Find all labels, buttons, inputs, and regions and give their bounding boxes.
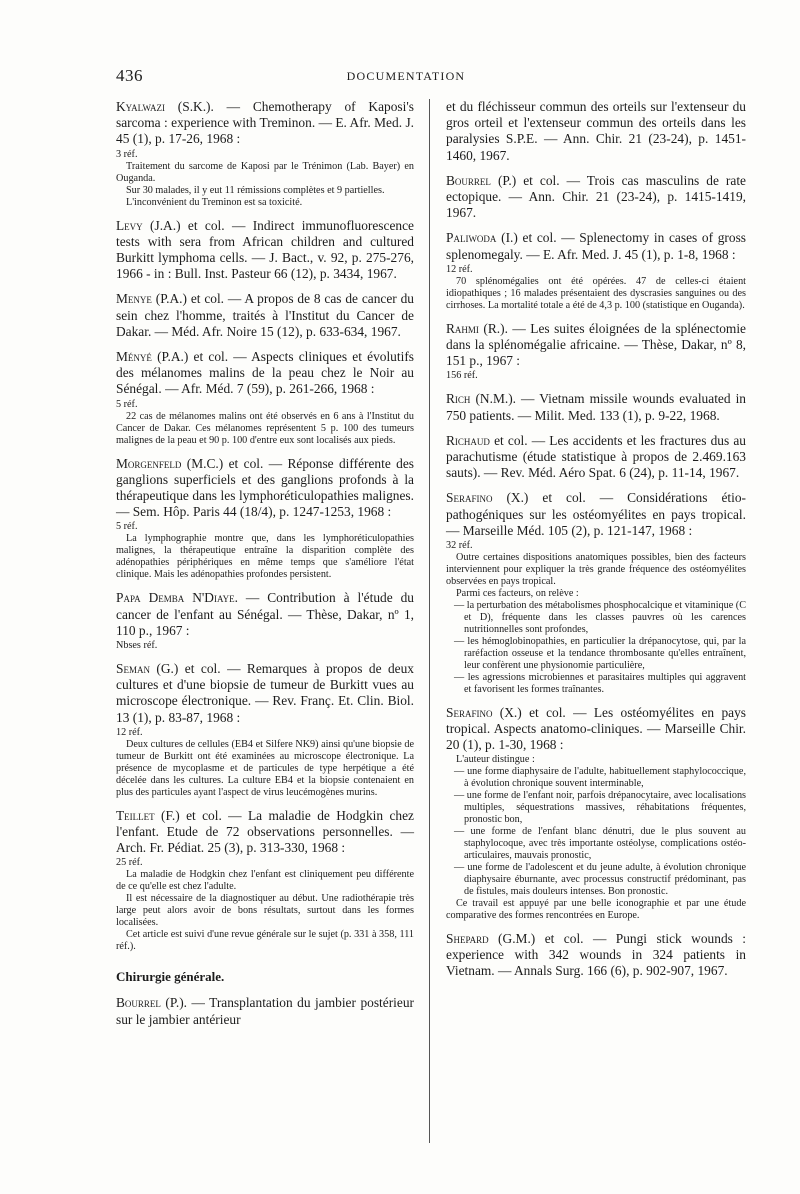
entry-author: Shepard (G.M.): [446, 930, 536, 946]
abstract-list-item: — les agressions microbiennes et parasitaires multiples qui aggravent et favorisent les formes traînantes.: [454, 672, 746, 696]
right-column: [446, 99, 746, 988]
bibliography-entry: [116, 291, 414, 340]
entry-author: Papa Demba N'Diaye.: [116, 590, 238, 606]
reference-count: 25 réf.: [116, 857, 143, 869]
citation: [116, 291, 414, 340]
citation: [116, 661, 414, 726]
citation-text: — Transplantation du jambier postérieur sur le jambier antérieur: [116, 995, 414, 1027]
abstract-list-item: — une forme de l'adolescent et du jeune adulte, à évolution chronique diaphysaire éburnante, avec processus constructif prédominant, pas de fistules, mais douleurs intenses. Bon pronostic.: [454, 861, 746, 897]
citation-text: — Les suites éloignées de la splénectomie dans la splénomégalie africaine. — Thèse, Dakar, nº 8, 151 p., 1967 :: [446, 320, 746, 369]
citation: [446, 321, 746, 370]
abstract-paragraph: Cet article est suivi d'une revue générale sur le sujet (p. 331 à 358, 111 réf.).: [116, 929, 414, 953]
abstract-paragraph: Il est nécessaire de la diagnostiquer au début. Une radiothérapie très large peut alors avoir de bons résultats, surtout dans les formes localisées.: [116, 893, 414, 929]
citation: [446, 99, 746, 164]
abstract: [446, 276, 746, 312]
citation: [446, 173, 746, 222]
bibliography-entry: [116, 99, 414, 209]
abstract-paragraph: Traitement du sarcome de Kaposi par le Trénimon (Lab. Bayer) en Ouganda.: [116, 160, 414, 184]
bibliography-entry: [446, 490, 746, 696]
entry-author: Rich (N.M.).: [446, 391, 517, 407]
citation-text: et col. — Aspects cliniques et évolutifs des mélanomes malins de la peau chez le Noir au Sénégal. — Afr. Méd. 7 (59), p. 261-266, 1968 :: [116, 349, 414, 397]
abstract: [116, 411, 414, 447]
citation: [446, 931, 746, 980]
entry-author: Seman (G.): [116, 661, 179, 677]
abstract: [446, 552, 746, 696]
bibliography-entry: [446, 321, 746, 383]
bibliography-entry: [446, 931, 746, 980]
page-number: 436: [116, 66, 143, 85]
citation-text: et col. — La maladie de Hodgkin chez l'enfant. Etude de 72 observations personnelles. — Arch. Fr. Pédiat. 25 (3), p. 313-330, 1968 :: [116, 807, 414, 856]
citation: [116, 995, 414, 1027]
entry-author: Kyalwazi (S.K.).: [116, 99, 214, 114]
abstract-paragraph: Ce travail est appuyé par une belle iconographie et par une étude comparative des formes rencontrées en Europe.: [446, 897, 746, 921]
reference-count: 156 réf.: [446, 370, 478, 382]
abstract-paragraph: L'inconvénient du Treminon est sa toxicité.: [126, 196, 303, 208]
citation-text: et col. — A propos de 8 cas de cancer du sein chez l'homme, traités à l'Institut du Cancer de Dakar. — Méd. Afr. Noire 15 (12), p. 633-634, 1967.: [116, 291, 414, 339]
citation-text: et col. — Splenectomy in cases of gross splenomegaly. — E. Afr. Med. J. 45 (1), p. 1-8, 1968 :: [446, 230, 746, 262]
entry-author: Bourrel (P.).: [116, 995, 187, 1011]
reference-count: 32 réf.: [446, 540, 473, 552]
citation-text: et col. — Les ostéomyélites en pays tropical. Aspects anatomo-cliniques. — Marseille Chir. 20 (1), p. 1-30, 1968 :: [446, 705, 747, 753]
abstract-paragraph: Sur 30 malades, il y eut 11 rémissions complètes et 9 partielles.: [126, 184, 385, 196]
citation-text: et col. — Les accidents et les fractures dus au parachutisme (étude statistique à propos de 2.469.163 sauts). — Rev. Méd. Aéro Spat. 6 (24), p. 11-14, 1967.: [446, 432, 746, 481]
citation-text: et col. — Indirect immunofluorescence tests with sera from African children and cultured Burkitt lymphoma cells. — J. Bact., v. 92, p. 275-276, 1966 - in : Bull. Inst. Pasteur 66 (12), p. 3434, 1967.: [116, 217, 414, 282]
bibliography-entry: [116, 661, 414, 799]
citation: [446, 391, 746, 423]
bibliography-entry: [446, 173, 746, 222]
citation: [116, 99, 414, 148]
bibliography-entry: [446, 391, 746, 423]
column-divider: [429, 99, 430, 1143]
abstract-list-item: — une forme diaphysaire de l'adulte, habituellement staphylococcique, à évolution chronique souvent interminable,: [454, 765, 746, 789]
entry-author: Morgenfeld (M.C.): [116, 455, 224, 471]
citation: [116, 218, 414, 283]
abstract-list-item: — la perturbation des métabolismes phosphocalcique et vitaminique (C et D), fréquente dans les classes pauvres où les carences nutritionnelles sont profondes,: [454, 600, 746, 636]
bibliography-entry: [116, 456, 414, 582]
abstract-paragraph: L'auteur distingue :: [456, 753, 535, 765]
entry-author: Menye (P.A.): [116, 291, 187, 307]
left-column: [116, 99, 414, 1037]
reference-count: 12 réf.: [446, 263, 473, 275]
abstract: [116, 869, 414, 953]
section-heading: Chirurgie générale.: [116, 969, 225, 985]
abstract-paragraph: La lymphographie montre que, dans les lymphoréticulopathies malignes, la thérapeutique entraîne la disparition complète des adénopathies périphériques en même temps que s'améliore l'état clinique. Mais les adénopathies profondes persistent.: [116, 533, 414, 581]
abstract-list: [454, 600, 746, 696]
reference-count: 5 réf.: [116, 521, 138, 533]
entry-author: Serafino (X.): [446, 705, 522, 721]
entry-author: Ményé (P.A.): [116, 349, 189, 365]
entry-author: Rahmi (R.).: [446, 320, 508, 336]
entry-author: Bourrel (P.): [446, 172, 517, 188]
citation-text: — Contribution à l'étude du cancer de l'enfant au Sénégal. — Thèse, Dakar, nº 1, 110 p., 1967 :: [116, 590, 414, 638]
citation-text: — Chemotherapy of Kaposi's sarcoma : experience with Treminon. — E. Afr. Med. J. 45 (1), p. 17-26, 1968 :: [116, 99, 414, 147]
citation: [446, 230, 746, 262]
reference-count: Nbses réf.: [116, 640, 158, 652]
bibliography-entry: [116, 590, 414, 652]
abstract-paragraph: Parmi ces facteurs, on relève :: [456, 588, 579, 600]
abstract-list: [454, 766, 746, 898]
abstract: [116, 533, 414, 581]
citation-text: et col. — Trois cas masculins de rate ectopique. — Ann. Chir. 21 (23-24), p. 1415-1419, 1967.: [446, 172, 746, 221]
citation: [446, 490, 746, 539]
citation-text: et col. — Réponse différente des ganglions superficiels et des ganglions profonds à la thérapeutique dans les lymphoréticulopathies malignes. — Sem. Hôp. Paris 44 (18/4), p. 1247-1253, 1968 :: [116, 455, 414, 520]
bibliography-entry: [446, 433, 746, 482]
running-title: DOCUMENTATION: [346, 69, 466, 83]
citation-text: et col. — Considérations étio-pathogéniques sur les ostéomyélites en pays tropical. — Marseille Méd. 105 (2), p. 121-147, 1968 :: [446, 490, 746, 538]
citation-text: — Vietnam missile wounds evaluated in 750 patients. — Milit. Med. 133 (1), p. 9-22, 1968.: [446, 391, 746, 423]
reference-count: 12 réf.: [116, 726, 143, 738]
reference-count: 3 réf.: [116, 148, 138, 160]
bibliography-entry: [446, 230, 746, 311]
bibliography-entry: [116, 218, 414, 283]
abstract-paragraph: 22 cas de mélanomes malins ont été observés en 6 ans à l'Institut du Cancer de Dakar. Ces mélanomes représentent 5 p. 100 des tumeurs malignes de la peau et 90 p. 100 d'entre eux sont localisés aux pieds.: [116, 410, 414, 446]
abstract-list-item: — une forme de l'enfant noir, parfois drépanocytaire, avec localisations multiples, séquestrations massives, réhabitations fréquentes, pronostic bon,: [454, 789, 746, 825]
entry-author: Levy (J.A.): [116, 217, 181, 233]
citation: [116, 456, 414, 521]
bibliography-entry: [116, 995, 414, 1027]
citation: [446, 705, 746, 754]
abstract: [116, 739, 414, 799]
reference-count: 5 réf.: [116, 398, 138, 410]
citation-text: et col. — Pungi stick wounds : experience with 342 wounds in 324 patients in Vietnam. — Annals Surg. 166 (6), p. 902-907, 1967.: [446, 930, 747, 979]
entry-author: Paliwoda (I.): [446, 230, 518, 246]
entry-author: Richaud: [446, 432, 490, 448]
bibliography-entry: [446, 705, 746, 922]
abstract: [116, 161, 414, 209]
entry-author: Serafino (X.): [446, 490, 529, 506]
abstract-paragraph: Outre certaines dispositions anatomiques possibles, bien des facteurs interviennent pour expliquer la très grande fréquence des ostéomyélites observées en pays tropical.: [446, 552, 746, 588]
citation: [116, 808, 414, 857]
entry-author: Teillet (F.): [116, 807, 180, 823]
abstract-list-item: — les hémoglobinopathies, en particulier la drépanocytose, qui, par la raréfaction osseuse et la tendance thrombosante qu'elles entraînent, leur confèrent une physionomie particulière,: [454, 636, 746, 672]
citation-text: et du fléchisseur commun des orteils sur l'extenseur du gros orteil et l'extenseur commun des orteils dans les paralysies S.P.E. — Ann. Chir. 21 (23-24), p. 1451-1460, 1967.: [446, 99, 746, 163]
abstract: [446, 754, 746, 922]
abstract-paragraph: 70 splénomégalies ont été opérées. 47 de celles-ci étaient idiopathiques ; 16 malades présentaient des dyscrasies sanguines ou des cirrhoses. La mortalité totale a été de 4,3 p. 100 (statistique en Ouganda).: [446, 275, 746, 311]
bibliography-entry: [446, 99, 746, 164]
citation-text: et col. — Remarques à propos de deux cultures et d'une biopsie de tumeur de Burkitt vues au microscope électronique. — Rev. Franç. Et. Clin. Biol. 13 (1), p. 83-87, 1968 :: [116, 661, 415, 725]
citation: [446, 433, 746, 482]
bibliography-entry: [116, 349, 414, 447]
running-header: [116, 66, 696, 88]
citation: [116, 590, 414, 639]
abstract-paragraph: La maladie de Hodgkin chez l'enfant est cliniquement peu différente de ce qu'elle est chez l'adulte.: [116, 869, 414, 893]
abstract-paragraph: Deux cultures de cellules (EB4 et Silfere NK9) ainsi qu'une biopsie de tumeur de Burkitt ont été examinées au microscope électronique. La présence de mycoplasme et de particules de type herpétique a été décelée dans les cultures. La culture EB4 et la biopsie contenaient en plus des particules ayant l'aspect de virus leucémogènes murins.: [116, 738, 414, 798]
citation: [116, 349, 414, 398]
abstract-list-item: — une forme de l'enfant blanc dénutri, due le plus souvent au staphylocoque, avec très importante ostéolyse, complications ostéo-articulaires, mauvais pronostic,: [454, 825, 746, 861]
bibliography-entry: [116, 808, 414, 954]
